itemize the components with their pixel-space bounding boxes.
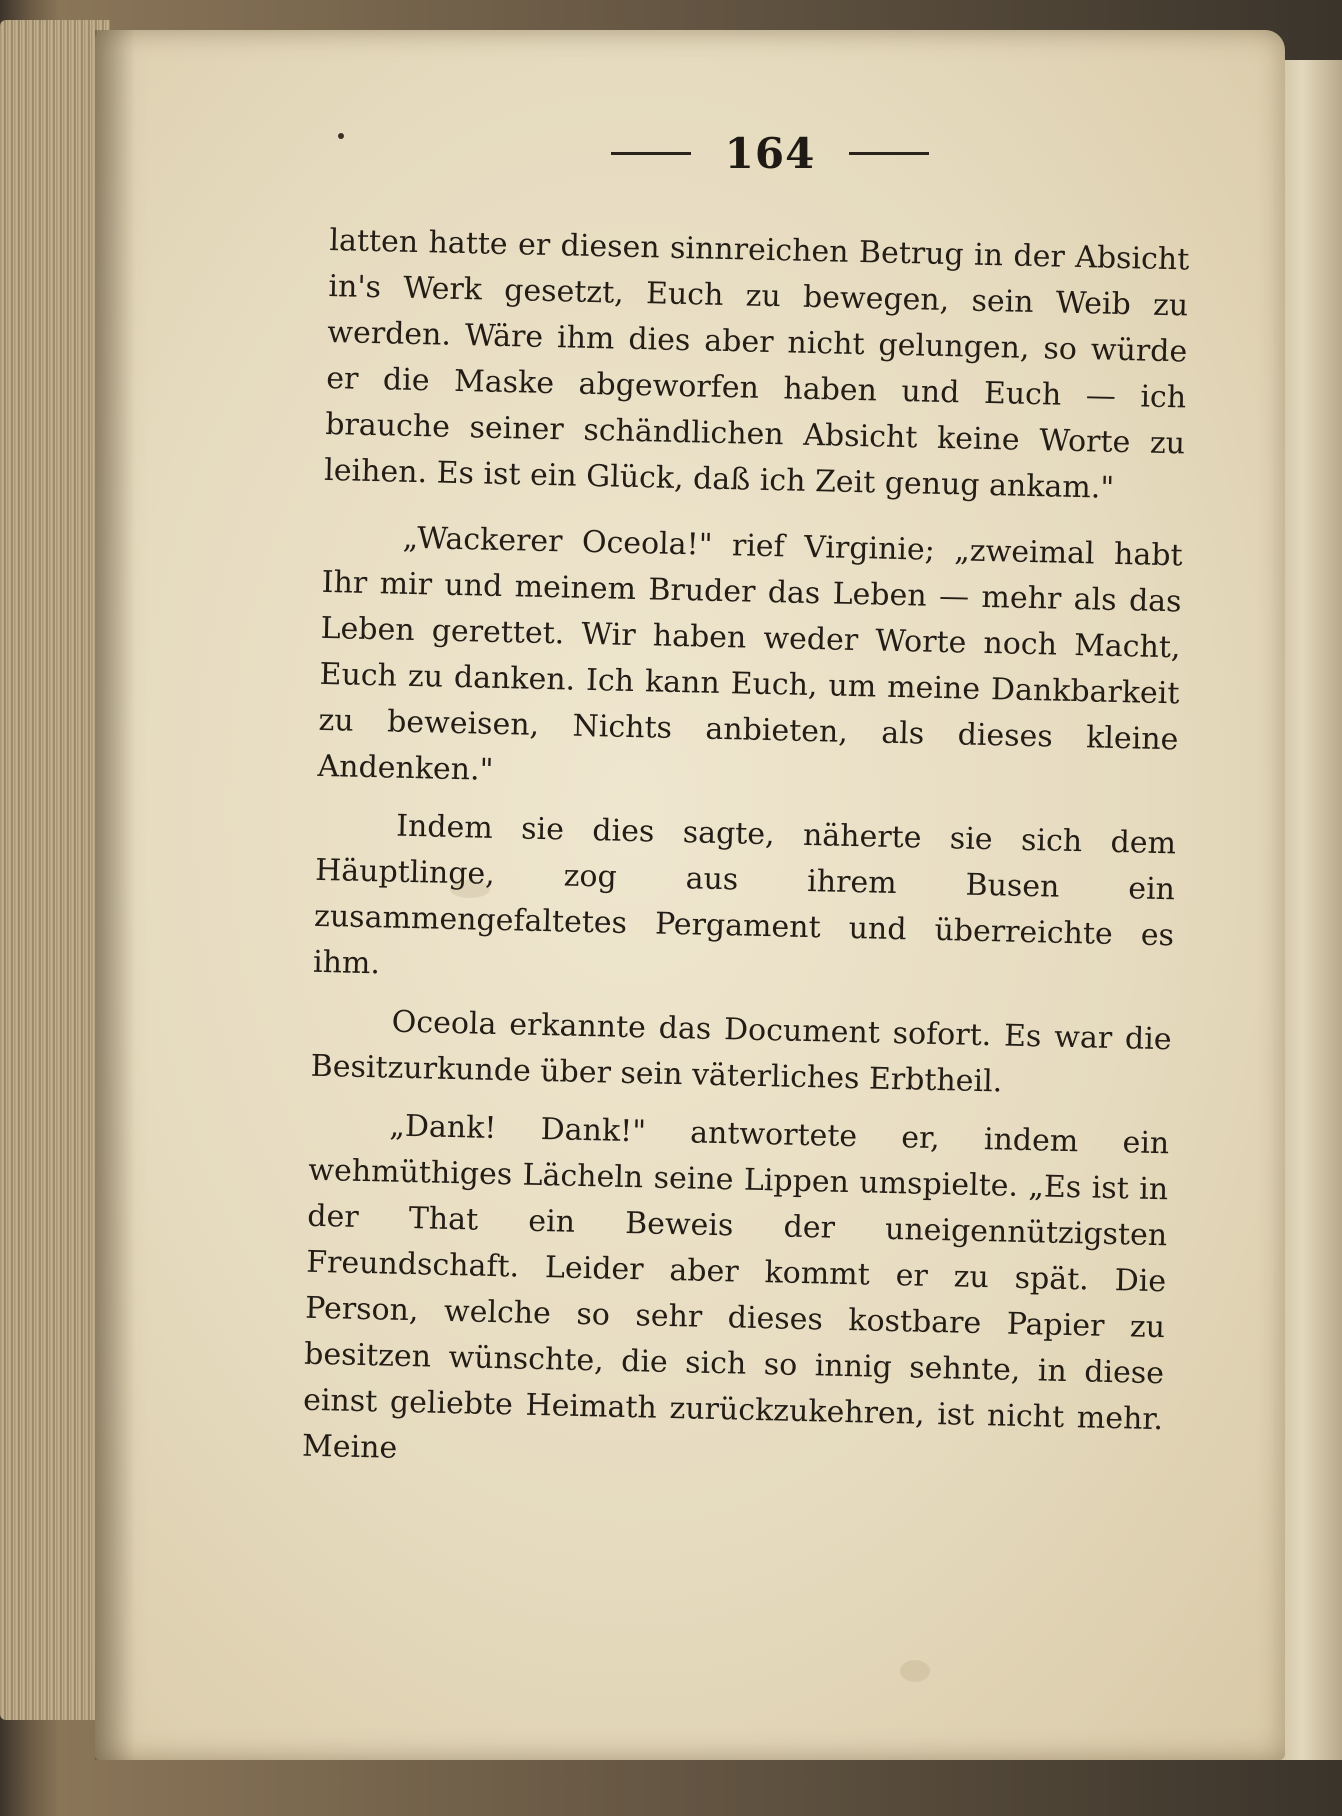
header-rule-right — [849, 152, 929, 155]
page-header — [590, 128, 950, 178]
paragraph-5: „Dank! Dank!" antwortete er, indem ein wehmüthiges Lächeln seine Lippen umspielte. „Es ist in der That ein Beweis der uneigennützigsten Freundschaft. Leider aber kommt er zu spät. Die Person, welche so sehr dieses kostbare Papier zu besitzen wünschte, die sich so innig sehnte, in diese einst geliebte Heimath zurückzukehren, ist nicht mehr. Meine — [301, 1108, 1170, 1466]
body-text — [301, 218, 1189, 1501]
paragraph-4: Oceola erkannte das Document sofort. Es war die Besitzurkunde über sein väterliches Erbtheil. — [310, 1004, 1172, 1100]
header-rule-left — [611, 152, 691, 155]
page-number: 164 — [724, 128, 816, 178]
ink-dot — [338, 133, 344, 139]
paragraph-1: latten hatte er diesen sinnreichen Betrug in der Absicht in's Werk gesetzt, Euch zu bewegen, sein Weib zu werden. Wäre ihm dies aber nicht gelungen, so würde er die Maske abgeworfen haben und Euch — ich brauche seiner schändlichen Absicht keine Worte zu leihen. Es ist ein Glück, daß ich Zeit genug ankam." — [323, 222, 1190, 506]
gutter-shadow — [95, 30, 135, 1760]
stacked-page-edges — [0, 20, 110, 1720]
paragraph-3: Indem sie dies sagte, näherte sie sich dem Häuptlinge, zog aus ihrem Busen ein zusammengefaltetes Pergament und überreichte es ihm. — [312, 808, 1177, 982]
paper-stain — [900, 1660, 930, 1682]
paragraph-2: „Wackerer Oceola!" rief Virginie; „zweimal habt Ihr mir und meinem Bruder das Leben — mehr als das Leben gerettet. Wir haben weder Worte noch Macht, Euch zu danken. Ich kann Euch, um meine Dankbarkeit zu beweisen, Nichts anbieten, als dieses kleine Andenken." — [317, 520, 1183, 788]
